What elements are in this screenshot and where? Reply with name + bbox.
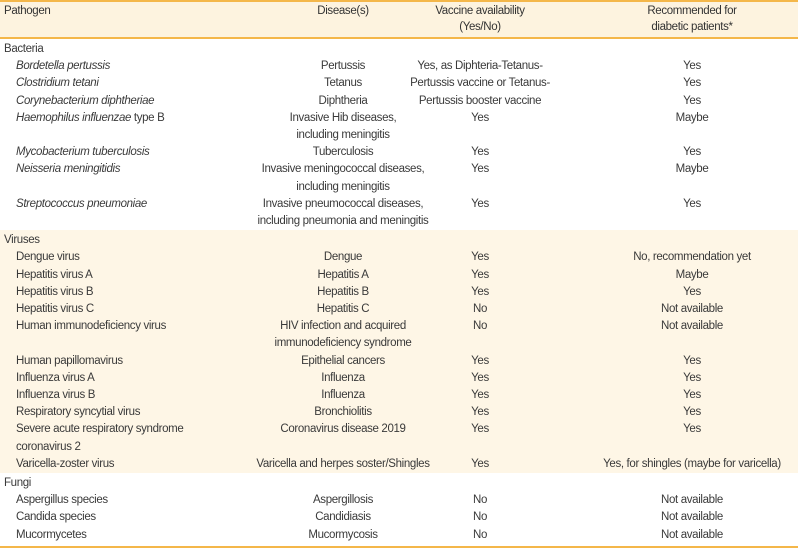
pathogen-italic: Streptococcus pneumoniae [16,197,147,210]
header-vaccine: Vaccine availability (Yes/No) [435,5,525,33]
section-viruses [0,230,798,473]
pathogen-name [16,196,147,230]
pathogen-name [16,301,94,318]
pathogen-text: Mucormycetes [16,528,87,541]
pathogen-name [16,249,80,266]
pathogen-cell [0,267,240,284]
pathogen-name [16,387,95,404]
pathogen-text: Hepatitis virus C [16,303,94,316]
vaccine-cell: No [472,494,487,507]
disease-cell: Influenza [321,371,365,384]
disease-cell: Hepatitis A [317,268,369,281]
vaccine-cell: Yes [471,371,489,384]
pathogen-cell [0,456,240,473]
pathogen-name [16,144,149,161]
pathogen-cell [0,93,240,110]
recommended-cell: Yes, for shingles (maybe for varicella) [603,457,781,470]
vaccine-cell: No [472,528,487,541]
vaccine-cell: Yes [471,354,489,367]
table-row [0,456,798,473]
table-row [0,93,798,110]
vaccine-cell: Yes [471,251,489,264]
recommended-cell: Not available [661,494,723,507]
pathogen-text: Respiratory syncytial virus [16,406,141,419]
disease-cell: Pertussis [320,60,366,73]
pathogen-name [16,404,140,421]
disease-cell: Invasive pneumococcal diseases, including pneumonia and meningitis [257,197,429,228]
section-fungi [0,473,798,544]
pathogen-name [16,456,114,473]
pathogen-name [16,318,166,352]
pathogen-name [16,353,123,370]
recommended-cell: Maybe [675,111,709,124]
table-row [0,58,798,75]
vaccine-cell: Yes [471,197,489,210]
recommended-cell: Yes [683,354,701,367]
pathogen-cell [0,370,240,387]
recommended-cell: No, recommendation yet [633,251,751,264]
header-disease: Disease(s) [317,5,369,17]
table-row [0,492,798,509]
pathogen-cell [0,353,240,370]
vaccine-cell: No [472,511,487,524]
pathogen-name [16,527,87,544]
pathogen-text: Hepatitis virus A [16,268,93,281]
recommended-cell: Not available [661,511,723,524]
disease-cell: Epithelial cancers [301,354,385,367]
table-row [0,196,798,230]
vaccine-cell: Yes [471,457,489,470]
vaccine-cell: Yes [471,423,489,436]
pathogen-italic: Clostridium tetani [16,77,99,90]
table-row [0,404,798,421]
recommended-cell: Yes [683,197,701,210]
recommended-cell: Maybe [675,163,709,176]
table-row [0,527,798,544]
vaccine-cell: Yes [471,389,489,402]
pathogen-cell [0,249,240,266]
table-row [0,284,798,301]
recommended-cell: Yes [683,60,701,73]
table-row [0,267,798,284]
recommended-cell: Yes [683,285,701,298]
pathogen-cell [0,527,240,544]
pathogen-text: Aspergillus species [16,494,108,507]
disease-cell: Aspergillosis [312,494,373,507]
disease-cell: Influenza [321,389,365,402]
recommended-cell: Yes [683,423,701,436]
section-title: Viruses [4,234,40,247]
recommended-cell: Yes [683,389,701,402]
table-body [0,39,798,544]
disease-cell: Tetanus [324,77,362,90]
header-pathogen: Pathogen [4,5,51,17]
table-row [0,110,798,144]
recommended-cell: Yes [683,94,701,107]
pathogen-italic: Corynebacterium diphtheriae [16,94,155,107]
pathogen-text: Hepatitis virus B [16,285,94,298]
disease-cell: Varicella and herpes soster/Shingles [256,457,430,470]
pathogen-italic: Mycobacterium tuberculosis [16,146,150,159]
recommended-cell: Not available [661,303,723,316]
table-row [0,161,798,195]
pathogen-italic: Neisseria meningitidis [16,163,121,176]
pathogen-name [16,370,94,387]
section-bacteria [0,39,798,230]
disease-cell: Tuberculosis [312,146,374,159]
vaccine-cell: Yes [471,111,489,124]
recommended-cell: Yes [683,146,701,159]
table-row [0,301,798,318]
pathogen-text: Varicella-zoster virus [16,457,115,470]
section-title: Fungi [4,477,32,490]
table-row [0,249,798,266]
vaccine-cell: Yes [471,285,489,298]
recommended-cell: Not available [661,320,723,333]
disease-cell: Invasive Hib diseases, including meningitis [289,111,397,142]
vaccine-cell: Yes [471,146,489,159]
pathogen-cell [0,301,240,318]
pathogen-cell [0,75,240,92]
recommended-cell: Yes [683,371,701,384]
disease-cell: Hepatitis C [316,303,370,316]
disease-cell: Dengue [323,251,363,264]
vaccine-cell: No [472,303,487,316]
pathogen-name [16,509,96,526]
disease-cell: Mucormycosis [308,528,378,541]
pathogen-italic: Haemophilus influenzae [16,111,132,124]
pathogen-cell [0,421,240,455]
pathogen-cell [0,161,240,195]
pathogen-cell [0,196,240,230]
recommended-cell: Yes [683,406,701,419]
pathogen-name [16,110,164,144]
vaccine-cell: Yes [471,163,489,176]
vaccine-cell: Pertussis vaccine or Tetanus- [410,77,550,90]
pathogen-cell [0,509,240,526]
pathogen-name [16,161,120,195]
disease-cell: Coronavirus disease 2019 [280,423,406,436]
table-row [0,370,798,387]
disease-cell: Hepatitis B [317,285,369,298]
recommended-cell: Not available [661,528,723,541]
pathogen-text: Human immunodeficiency virus [16,320,166,333]
table-row [0,421,798,455]
pathogen-cell [0,284,240,301]
pathogen-text: Candida species [16,511,96,524]
pathogen-text: Severe acute respiratory syndrome coronavirus 2 [16,423,184,453]
disease-cell: Diphtheria [318,94,368,107]
pathogen-cell [0,492,240,509]
pathogen-italic: Bordetella pertussis [16,60,110,73]
disease-cell: Candidiasis [315,511,371,524]
vaccine-cell: Yes [471,406,489,419]
disease-cell: Invasive meningococcal diseases, including meningitis [261,163,425,193]
vaccine-cell: Yes [471,268,489,281]
pathogen-text: Dengue virus [16,251,80,264]
pathogen-cell [0,404,240,421]
table-row [0,387,798,404]
pathogen-cell [0,144,240,161]
vaccine-cell: Yes, as Diphteria-Tetanus- [417,60,543,73]
section-title: Bacteria [4,43,44,55]
pathogen-text: type B [131,111,165,124]
pathogen-text: Human papillomavirus [16,354,123,367]
pathogen-name [16,58,110,75]
disease-cell: Bronchiolitis [314,406,372,419]
table-header [0,0,798,39]
table-row [0,144,798,161]
vaccine-cell: Pertussis booster vaccine [418,94,542,107]
pathogen-name [16,93,154,110]
table-row [0,75,798,92]
recommended-cell: Maybe [675,268,709,281]
table-row [0,318,798,352]
pathogen-cell [0,58,240,75]
pathogen-text: Influenza virus A [16,371,95,384]
pathogen-cell [0,387,240,404]
recommended-cell: Yes [683,77,701,90]
pathogen-name [16,267,93,284]
pathogen-cell [0,318,240,352]
pathogen-name [16,284,93,301]
vaccine-cell: No [472,320,487,333]
pathogen-cell [0,110,240,144]
header-recommended: Recommended for diabetic patients* [647,5,737,33]
disease-cell: HIV infection and acquired immunodeficiency syndrome [274,320,412,350]
table-row [0,509,798,526]
pathogen-name [16,75,99,92]
pathogen-name [16,492,108,509]
pathogen-name [16,421,183,455]
pathogen-text: Influenza virus B [16,389,96,402]
table-row [0,353,798,370]
